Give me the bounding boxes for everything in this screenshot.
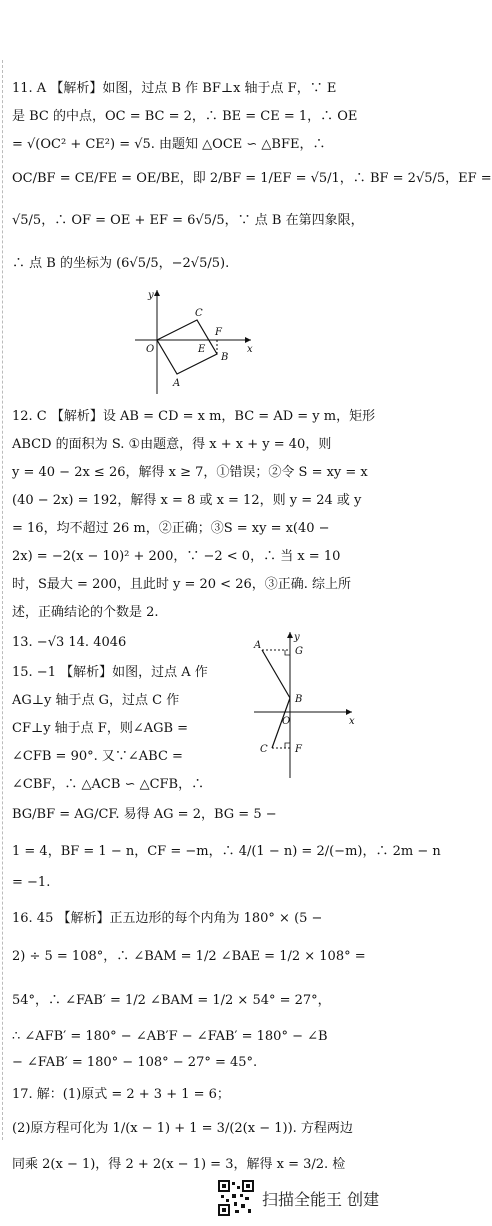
text-line: 54°，∴ ∠FAB′ = 1/2 ∠BAM = 1/2 × 54° = 27°， <box>12 993 331 1008</box>
text-line: ∴ ∠AFB′ = 180° − ∠AB′F − ∠FAB′ = 180° − ∠B <box>12 1029 328 1044</box>
text-line: (2)原方程可化为 1/(x − 1) + 1 = 3/(2(x − 1)). 方程两边 <box>12 1121 353 1136</box>
text-line: = 16，均不超过 26 m，②正确；③S = xy = x(40 − <box>12 521 330 536</box>
text-line: − ∠FAB′ = 180° − 108° − 27° = 45°. <box>12 1055 258 1070</box>
label-C: C <box>195 308 203 319</box>
text-line: 17. 解：(1)原式 = 2 + 3 + 1 = 6； <box>12 1087 230 1102</box>
label-O: O <box>282 716 291 727</box>
label-B: B <box>295 694 303 705</box>
y-axis-arrow <box>154 290 160 296</box>
watermark-text: 扫描全能王 创建 <box>262 1189 380 1209</box>
label-x: x <box>349 716 355 727</box>
label-E: E <box>198 344 206 355</box>
right-angle-mark-F <box>285 743 290 748</box>
text-line: AG⊥y 轴于点 G，过点 C 作 <box>12 693 180 708</box>
x-axis-arrow <box>346 709 352 715</box>
label-x: x <box>247 344 253 355</box>
text-line: ∠CFB = 90°. 又∵∠ABC = <box>12 749 183 764</box>
label-B: B <box>221 352 229 363</box>
x-axis-arrow <box>245 337 251 343</box>
text-line: 11. A 【解析】如图，过点 B 作 BF⊥x 轴于点 F，∵ E <box>12 81 337 96</box>
scanner-watermark <box>218 1178 379 1218</box>
text-line: 1 = 4，BF = 1 − n，CF = −m，∴ 4/(1 − n) = 2/(−m)，∴ 2m − n <box>12 844 441 859</box>
figure-11-diagram <box>135 288 255 396</box>
text-line: 述，正确结论的个数是 2. <box>12 605 159 620</box>
qr-code-icon <box>218 1180 254 1216</box>
figure-15-diagram <box>252 630 356 780</box>
label-G: G <box>295 646 303 657</box>
y-axis-arrow <box>287 632 293 638</box>
text-line: = √(OC² + CE²) = √5. 由题知 △OCE ∽ △BFE，∴ <box>12 137 326 152</box>
text-line: ∴ 点 B 的坐标为 (6√5/5，−2√5/5). <box>12 256 230 271</box>
label-O: O <box>146 344 155 355</box>
label-F: F <box>215 327 222 338</box>
text-line: √5/5，∴ OF = OE + EF = 6√5/5，∵ 点 B 在第四象限， <box>12 213 364 228</box>
label-A: A <box>254 640 262 651</box>
label-C: C <box>260 744 268 755</box>
text-line: (40 − 2x) = 192，解得 x = 8 或 x = 12，则 y = 24 或 y <box>12 493 362 508</box>
text-line: y = 40 − 2x ≤ 26，解得 x ≥ 7，①错误；②令 S = xy = x <box>12 465 368 480</box>
right-angle-mark-G <box>285 650 290 655</box>
label-F: F <box>295 744 302 755</box>
square-OCBA <box>157 320 217 374</box>
text-line: 2x) = −2(x − 10)² + 200，∵ −2 < 0，∴ 当 x = 10 <box>12 549 341 564</box>
segment-AB <box>262 650 290 698</box>
label-y: y <box>148 290 154 301</box>
text-line: 时，S最大 = 200，且此时 y = 20 < 26，③正确. 综上所 <box>12 577 352 592</box>
text-line: BG/BF = AG/CF. 易得 AG = 2，BG = 5 − <box>12 807 277 822</box>
text-line: = −1. <box>12 875 51 890</box>
label-y: y <box>294 632 300 643</box>
text-line: 2) ÷ 5 = 108°，∴ ∠BAM = 1/2 ∠BAE = 1/2 × 108° = <box>12 949 366 964</box>
text-line: OC/BF = CE/FE = OE/BE，即 2/BF = 1/EF = √5/1，∴ BF = 2√5/5，EF = <box>12 171 492 186</box>
text-line: ∠CBF，∴ △ACB ∽ △CFB，∴ <box>12 777 205 792</box>
text-line: 12. C 【解析】设 AB = CD = x m，BC = AD = y m，矩形 <box>12 409 376 424</box>
text-line: 16. 45 【解析】正五边形的每个内角为 180° × (5 − <box>12 911 323 926</box>
text-line: 15. −1 【解析】如图，过点 A 作 <box>12 665 208 680</box>
text-line: 同乘 2(x − 1)，得 2 + 2(x − 1) = 3，解得 x = 3/2. 检 <box>12 1157 346 1172</box>
text-line: CF⊥y 轴于点 F，则∠AGB = <box>12 721 189 736</box>
text-line: ABCD 的面积为 S. ①由题意，得 x + x + y = 40，则 <box>12 437 332 452</box>
label-A: A <box>173 378 181 389</box>
binding-margin-line <box>2 60 3 1140</box>
text-line: 是 BC 的中点，OC = BC = 2，∴ BE = CE = 1，∴ OE <box>12 109 358 124</box>
text-line: 13. −√3 14. 4046 <box>12 635 127 650</box>
